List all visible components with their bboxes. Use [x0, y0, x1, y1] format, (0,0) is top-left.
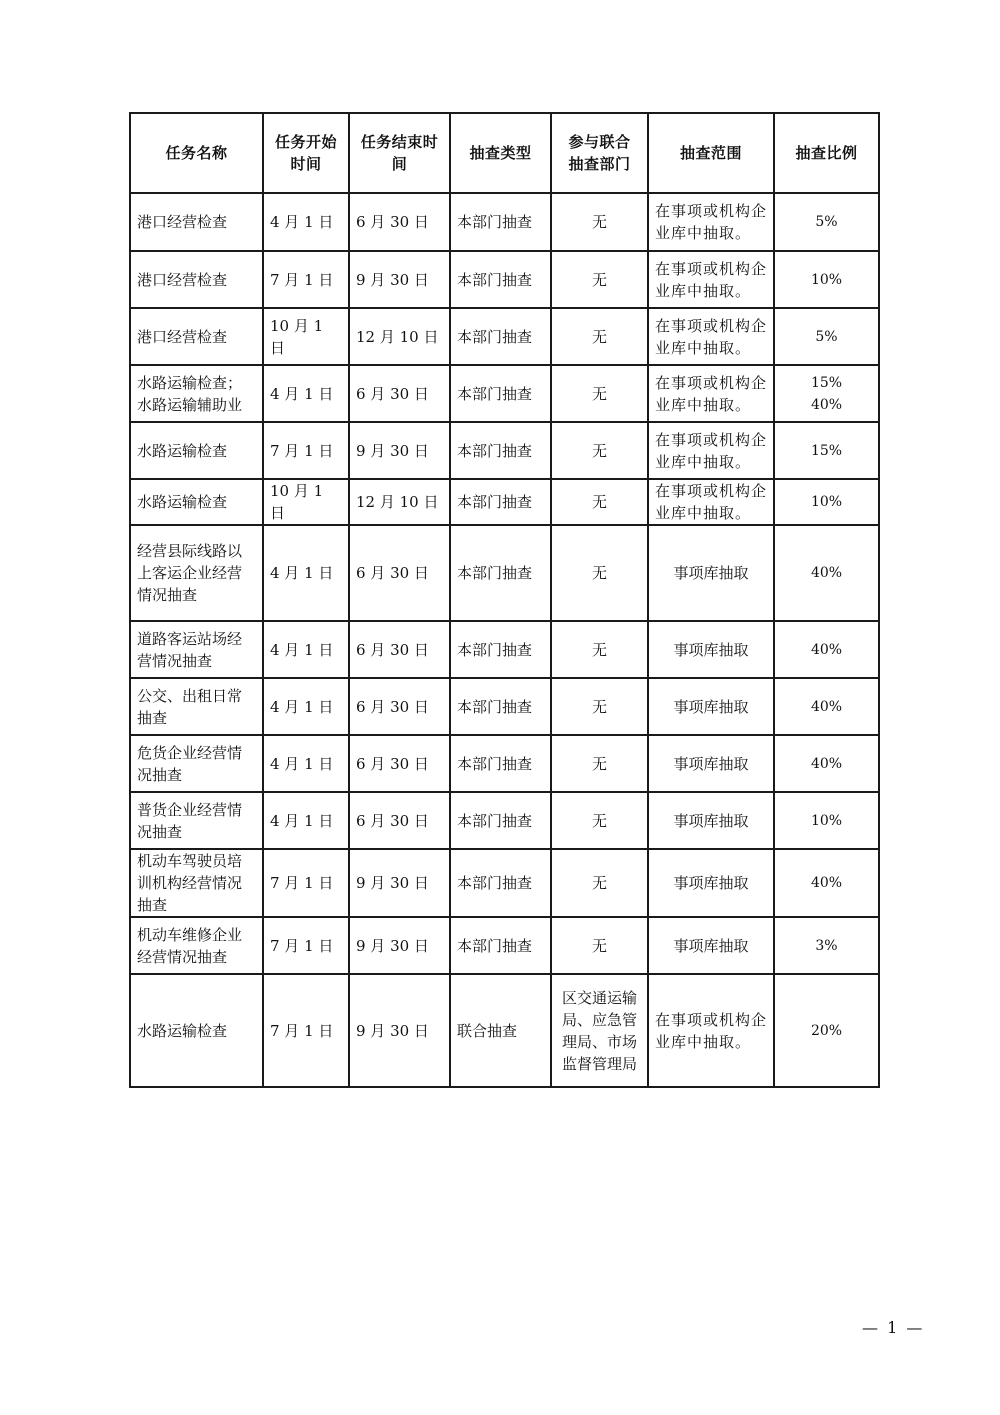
start-time-cell-text: 7 月 1 日: [270, 441, 334, 460]
joint-department-cell-text: 无: [591, 493, 607, 511]
start-time-cell-text: 4 月 1 日: [270, 811, 334, 830]
inspection-ratio-cell-text: 15% 40%: [810, 374, 843, 413]
inspection-ratio-cell: [774, 251, 879, 308]
task-name-cell: [130, 365, 263, 422]
task-name-cell-text: 水路运输检查: [137, 441, 228, 460]
inspection-scope-cell: [648, 525, 774, 621]
joint-department-cell: [551, 735, 648, 792]
inspection-type-cell: [450, 479, 551, 525]
inspection-scope-cell: [648, 422, 774, 479]
table-row: [130, 193, 879, 251]
joint-department-cell: [551, 678, 648, 735]
joint-department-cell-text: 无: [591, 936, 607, 955]
task-name-cell: [130, 621, 263, 678]
joint-department-cell-text: 无: [591, 327, 607, 346]
inspection-scope-cell: [648, 792, 774, 849]
task-name-cell-text: 道路客运站场经营情况抽查: [137, 629, 243, 670]
inspection-ratio-cell: [774, 917, 879, 974]
end-time-cell: [349, 193, 450, 251]
inspection-ratio-cell: [774, 621, 879, 678]
table-row: [130, 479, 879, 525]
joint-department-cell-text: 无: [591, 384, 607, 403]
joint-department-cell: [551, 422, 648, 479]
task-name-cell-text: 普货企业经营情况抽查: [137, 800, 243, 841]
start-time-cell: [263, 621, 349, 678]
joint-department-cell-text: 无: [591, 697, 607, 716]
inspection-type-cell: [450, 308, 551, 365]
end-time-cell: [349, 308, 450, 365]
task-name-cell-text: 港口经营检查: [137, 270, 228, 289]
end-time-cell: [349, 621, 450, 678]
joint-department-cell-text: 无: [591, 270, 607, 289]
inspection-type-cell-text: 本部门抽查: [457, 441, 533, 460]
inspection-type-cell: [450, 251, 551, 308]
end-time-cell-text: 9 月 30 日: [356, 874, 429, 892]
inspection-ratio-cell-text: 40%: [810, 698, 843, 715]
end-time-cell: [349, 479, 450, 525]
joint-department-cell: [551, 917, 648, 974]
start-time-cell-text: 10 月 1 日: [270, 316, 324, 357]
start-time-cell-text: 4 月 1 日: [270, 754, 334, 773]
task-name-cell: [130, 525, 263, 621]
task-name-cell-text: 危货企业经营情况抽查: [137, 743, 243, 784]
end-time-cell: [349, 792, 450, 849]
table-row: [130, 308, 879, 365]
inspection-ratio-cell: [774, 792, 879, 849]
inspection-type-cell: [450, 193, 551, 251]
inspection-scope-cell: [648, 917, 774, 974]
inspection-ratio-cell: [774, 365, 879, 422]
inspection-ratio-cell-text: 40%: [810, 641, 843, 658]
start-time-cell: [263, 792, 349, 849]
end-time-cell: [349, 365, 450, 422]
task-name-cell: [130, 735, 263, 792]
end-time-cell-text: 9 月 30 日: [356, 270, 429, 289]
start-time-cell-text: 7 月 1 日: [270, 270, 334, 289]
inspection-type-cell: [450, 678, 551, 735]
end-time-cell: [349, 251, 450, 308]
joint-department-cell: [551, 479, 648, 525]
start-time-cell-text: 4 月 1 日: [270, 384, 334, 403]
joint-department-cell: [551, 621, 648, 678]
inspection-scope-cell-text: 在事项或机构企业库中抽取。: [655, 373, 768, 414]
start-time-cell: [263, 735, 349, 792]
table-row: [130, 365, 879, 422]
task-name-cell: [130, 678, 263, 735]
joint-department-cell-text: 无: [591, 874, 607, 892]
task-name-cell-text: 水路运输检查: [137, 493, 228, 511]
joint-department-cell-text: 无: [591, 640, 607, 659]
table-row: [130, 251, 879, 308]
inspection-type-cell-text: 联合抽查: [457, 1021, 518, 1040]
joint-department-cell-text: 无: [591, 564, 607, 582]
inspection-ratio-cell-text: 15%: [810, 442, 843, 459]
end-time-cell-text: 6 月 30 日: [356, 213, 429, 231]
task-name-cell: [130, 308, 263, 365]
inspection-type-cell-text: 本部门抽查: [457, 327, 533, 346]
inspection-ratio-cell: [774, 678, 879, 735]
inspection-type-cell: [450, 422, 551, 479]
start-time-cell: [263, 479, 349, 525]
inspection-scope-cell-text: 事项库抽取: [673, 936, 749, 955]
end-time-cell: [349, 849, 450, 917]
end-time-cell-text: 6 月 30 日: [356, 384, 429, 403]
start-time-cell-text: 7 月 1 日: [270, 874, 334, 892]
table-row: [130, 525, 879, 621]
joint-department-cell: [551, 849, 648, 917]
joint-department-cell: [551, 365, 648, 422]
start-time-cell-text: 4 月 1 日: [270, 697, 334, 716]
end-time-cell-text: 6 月 30 日: [356, 811, 429, 830]
end-time-cell-text: 12 月 10 日: [356, 327, 439, 346]
start-time-cell-text: 10 月 1 日: [270, 482, 324, 522]
start-time-cell-text: 4 月 1 日: [270, 213, 334, 231]
start-time-cell: [263, 422, 349, 479]
start-time-cell: [263, 917, 349, 974]
end-time-cell-text: 12 月 10 日: [356, 493, 439, 511]
header-task-name: 任务名称: [130, 113, 263, 193]
end-time-cell: [349, 525, 450, 621]
inspection-ratio-cell: [774, 193, 879, 251]
inspection-type-cell-text: 本部门抽查: [457, 213, 533, 231]
start-time-cell: [263, 308, 349, 365]
inspection-scope-cell: [648, 621, 774, 678]
inspection-type-cell: [450, 525, 551, 621]
inspection-scope-cell: [648, 974, 774, 1087]
joint-department-cell: [551, 525, 648, 621]
inspection-type-cell-text: 本部门抽查: [457, 811, 533, 830]
end-time-cell-text: 6 月 30 日: [356, 640, 429, 659]
start-time-cell: [263, 678, 349, 735]
task-name-cell: [130, 193, 263, 251]
inspection-ratio-cell-text: 40%: [810, 755, 843, 772]
start-time-cell: [263, 849, 349, 917]
task-name-cell-text: 机动车维修企业经营情况抽查: [137, 925, 243, 966]
inspection-type-cell-text: 本部门抽查: [457, 936, 533, 955]
inspection-ratio-cell-text: 40%: [810, 565, 843, 581]
inspection-scope-cell-text: 事项库抽取: [673, 754, 749, 773]
task-name-cell-text: 公交、出租日常抽查: [137, 686, 243, 727]
inspection-ratio-cell-text: 10%: [810, 812, 843, 829]
inspection-type-cell-text: 本部门抽查: [457, 270, 533, 289]
inspection-ratio-cell: [774, 308, 879, 365]
header-inspection-type: 抽查类型: [450, 113, 551, 193]
inspection-scope-cell: [648, 193, 774, 251]
task-name-cell-text: 水路运输检查: [137, 1021, 228, 1040]
joint-department-cell-text: 无: [591, 811, 607, 830]
end-time-cell-text: 9 月 30 日: [356, 441, 429, 460]
task-name-cell-text: 水路运输检查； 水路运输辅助业: [137, 373, 243, 414]
header-inspection-scope: 抽查范围: [648, 113, 774, 193]
inspection-type-cell-text: 本部门抽查: [457, 874, 533, 892]
joint-department-cell-text: 无: [591, 754, 607, 773]
joint-department-cell-text: 区交通运输局、应急管理局、市场监督管理局: [561, 988, 637, 1073]
inspection-scope-cell-text: 在事项或机构企业库中抽取。: [655, 202, 768, 242]
joint-department-cell-text: 无: [591, 213, 607, 231]
inspection-type-cell-text: 本部门抽查: [457, 384, 533, 403]
task-name-cell: [130, 422, 263, 479]
inspection-ratio-cell: [774, 849, 879, 917]
inspection-type-cell: [450, 792, 551, 849]
joint-department-cell: [551, 308, 648, 365]
header-start-time: 任务开始 时间: [263, 113, 349, 193]
end-time-cell: [349, 422, 450, 479]
inspection-scope-cell-text: 事项库抽取: [673, 564, 749, 582]
end-time-cell: [349, 974, 450, 1087]
task-name-cell: [130, 917, 263, 974]
inspection-ratio-cell: [774, 974, 879, 1087]
inspection-scope-cell: [648, 479, 774, 525]
inspection-type-cell-text: 本部门抽查: [457, 640, 533, 659]
task-name-cell-text: 经营县际线路以上客运企业经营情况抽查: [137, 542, 243, 604]
end-time-cell-text: 9 月 30 日: [356, 936, 429, 955]
end-time-cell-text: 6 月 30 日: [356, 564, 429, 582]
end-time-cell: [349, 735, 450, 792]
inspection-ratio-cell: [774, 735, 879, 792]
start-time-cell: [263, 251, 349, 308]
header-end-time: 任务结束时 间: [349, 113, 450, 193]
inspection-scope-cell-text: 事项库抽取: [673, 697, 749, 716]
inspection-scope-cell-text: 在事项或机构企业库中抽取。: [655, 316, 768, 357]
inspection-ratio-cell-text: 10%: [810, 271, 843, 288]
inspection-task-table: [129, 112, 880, 1088]
start-time-cell-text: 7 月 1 日: [270, 1021, 334, 1040]
inspection-ratio-cell-text: 20%: [810, 1022, 843, 1039]
table-header-row: [130, 113, 879, 193]
task-name-cell-text: 港口经营检查: [137, 327, 228, 346]
inspection-ratio-cell: [774, 525, 879, 621]
joint-department-cell-text: 无: [591, 441, 607, 460]
start-time-cell-text: 4 月 1 日: [270, 564, 334, 582]
inspection-type-cell-text: 本部门抽查: [457, 564, 533, 582]
inspection-type-cell-text: 本部门抽查: [457, 493, 533, 511]
start-time-cell: [263, 525, 349, 621]
task-name-cell: [130, 792, 263, 849]
inspection-scope-cell-text: 在事项或机构企业库中抽取。: [655, 259, 768, 300]
start-time-cell-text: 4 月 1 日: [270, 640, 334, 659]
table-row: [130, 735, 879, 792]
start-time-cell: [263, 193, 349, 251]
inspection-scope-cell: [648, 849, 774, 917]
task-name-cell-text: 港口经营检查: [137, 213, 228, 231]
table-row: [130, 678, 879, 735]
joint-department-cell: [551, 251, 648, 308]
inspection-scope-cell: [648, 308, 774, 365]
start-time-cell: [263, 365, 349, 422]
start-time-cell-text: 7 月 1 日: [270, 936, 334, 955]
inspection-scope-cell-text: 在事项或机构企业库中抽取。: [655, 430, 768, 471]
joint-department-cell: [551, 193, 648, 251]
inspection-type-cell: [450, 849, 551, 917]
end-time-cell: [349, 678, 450, 735]
header-joint-departments: 参与联合 抽查部门: [551, 113, 648, 193]
inspection-type-cell-text: 本部门抽查: [457, 754, 533, 773]
inspection-scope-cell: [648, 678, 774, 735]
end-time-cell-text: 9 月 30 日: [356, 1021, 429, 1040]
inspection-scope-cell-text: 在事项或机构企业库中抽取。: [655, 482, 768, 522]
task-name-cell: [130, 479, 263, 525]
start-time-cell: [263, 974, 349, 1087]
table-row: [130, 849, 879, 917]
inspection-ratio-cell-text: 10%: [810, 494, 843, 510]
inspection-type-cell: [450, 917, 551, 974]
header-inspection-ratio: 抽查比例: [774, 113, 879, 193]
page-number: — 1 —: [862, 1318, 925, 1337]
inspection-scope-cell: [648, 735, 774, 792]
inspection-scope-cell-text: 在事项或机构企业库中抽取。: [655, 1010, 768, 1051]
table-row: [130, 917, 879, 974]
task-name-cell: [130, 849, 263, 917]
inspection-ratio-cell-text: 5%: [815, 214, 838, 230]
table-row: [130, 422, 879, 479]
inspection-ratio-cell-text: 5%: [815, 328, 838, 345]
task-name-cell-text: 机动车驾驶员培训机构经营情况抽查: [137, 852, 243, 914]
inspection-type-cell-text: 本部门抽查: [457, 697, 533, 716]
table-row: [130, 792, 879, 849]
end-time-cell-text: 6 月 30 日: [356, 754, 429, 773]
inspection-scope-cell: [648, 251, 774, 308]
inspection-scope-cell-text: 事项库抽取: [673, 811, 749, 830]
inspection-ratio-cell-text: 40%: [810, 875, 843, 891]
task-name-cell: [130, 251, 263, 308]
inspection-scope-cell: [648, 365, 774, 422]
inspection-ratio-cell: [774, 422, 879, 479]
end-time-cell-text: 6 月 30 日: [356, 697, 429, 716]
inspection-type-cell: [450, 735, 551, 792]
table-row: [130, 974, 879, 1087]
task-name-cell: [130, 974, 263, 1087]
inspection-ratio-cell: [774, 479, 879, 525]
inspection-scope-cell-text: 事项库抽取: [673, 874, 749, 892]
inspection-scope-cell-text: 事项库抽取: [673, 640, 749, 659]
inspection-type-cell: [450, 621, 551, 678]
joint-department-cell: [551, 792, 648, 849]
inspection-type-cell: [450, 974, 551, 1087]
table-row: [130, 621, 879, 678]
end-time-cell: [349, 917, 450, 974]
joint-department-cell: [551, 974, 648, 1087]
inspection-type-cell: [450, 365, 551, 422]
inspection-ratio-cell-text: 3%: [815, 937, 838, 954]
